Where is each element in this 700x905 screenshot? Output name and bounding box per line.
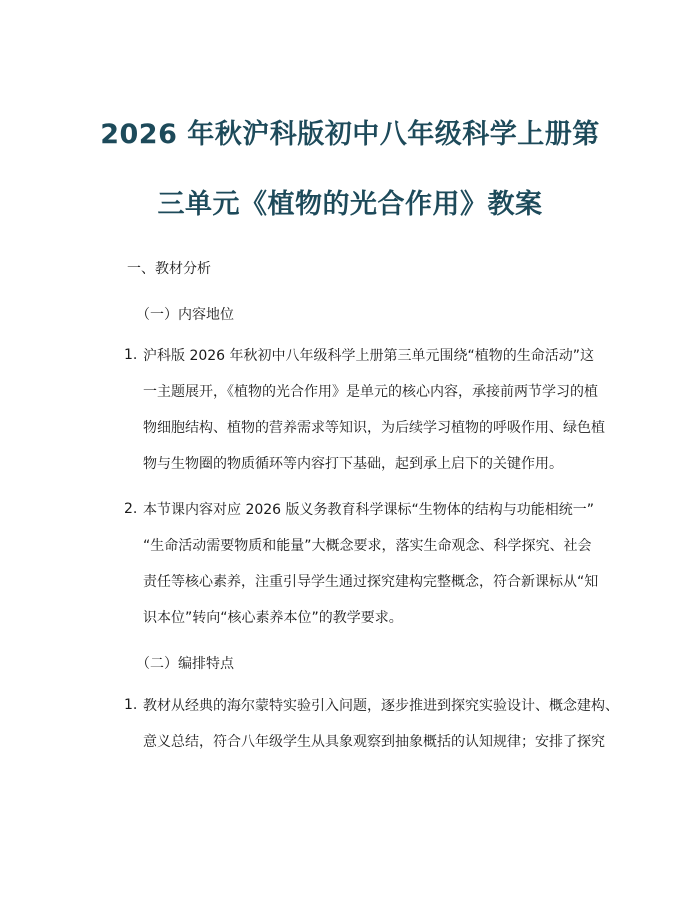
section-heading-textbook-analysis: 一、教材分析 <box>127 261 211 277</box>
list-item-number: 2. <box>124 501 138 517</box>
list-item-number: 1. <box>124 347 138 363</box>
paragraph-line: 识本位”转向“核心素养本位”的教学要求。 <box>143 610 403 626</box>
subsection-heading-content-position: （一）内容地位 <box>136 307 234 323</box>
paragraph-line: 责任等核心素养，注重引导学生通过探究建构完整概念，符合新课标从“知 <box>143 574 599 590</box>
paragraph-line: 沪科版 2026 年秋初中八年级科学上册第三单元围绕“植物的生命活动”这 <box>143 348 595 364</box>
paragraph-line: 一主题展开，《植物的光合作用》是单元的核心内容，承接前两节学习的植 <box>143 384 598 400</box>
list-item <box>124 347 610 491</box>
paragraph-line: “生命活动需要物质和能量”大概念要求，落实生命观念、科学探究、社会 <box>143 538 592 554</box>
paragraph-line: 本节课内容对应 2026 版义务教育科学课标“生物体的结构与功能相统一” <box>143 502 595 518</box>
paragraph-line: 意义总结，符合八年级学生从具象观察到抽象概括的认知规律；安排了探究 <box>143 734 605 750</box>
list-item <box>124 501 610 645</box>
subsection-heading-arrangement-features: （二）编排特点 <box>136 656 234 672</box>
list-item <box>124 697 619 769</box>
document-title-line-2: 三单元《植物的光合作用》教案 <box>157 189 543 220</box>
paragraph-line: 物细胞结构、植物的营养需求等知识，为后续学习植物的呼吸作用、绿色植 <box>143 420 605 436</box>
paragraph-line: 物与生物圈的物质循环等内容打下基础，起到承上启下的关键作用。 <box>143 456 563 472</box>
document-title-line-1: 2026 年秋沪科版初中八年级科学上册第 <box>100 119 600 150</box>
list-item-number: 1. <box>124 697 138 713</box>
paragraph-line: 教材从经典的海尔蒙特实验引入问题，逐步推进到探究实验设计、概念建构、 <box>143 698 619 714</box>
